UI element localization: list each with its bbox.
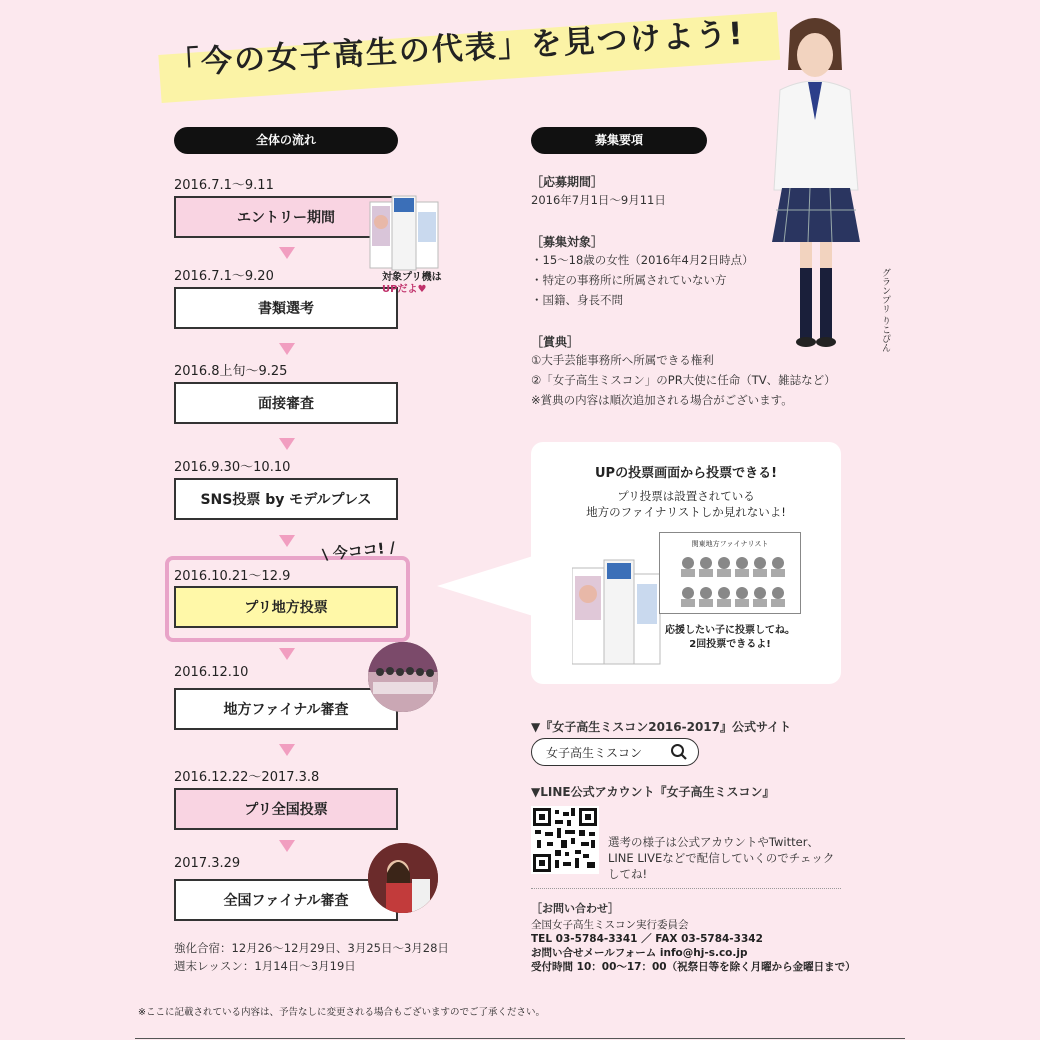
target-heading: ［募集対象］ bbox=[531, 235, 604, 249]
step-date: 2016.12.22〜2017.3.8 bbox=[174, 770, 320, 785]
step-date: 2016.9.30〜10.10 bbox=[174, 460, 291, 475]
line-desc-line: 選考の様子は公式アカウントやTwitter、 bbox=[608, 835, 819, 849]
prize-line: ①大手芸能事務所へ所属できる権利 bbox=[531, 353, 714, 367]
step-date: 2016.12.10 bbox=[174, 665, 249, 680]
qr-code[interactable] bbox=[531, 806, 599, 874]
requirements-pill: 募集要項 bbox=[531, 127, 707, 154]
line-desc-line: LINE LIVEなどで配信していくのでチェック bbox=[608, 851, 835, 865]
vote-note-line: 応援したい子に投票してね。 bbox=[665, 625, 795, 636]
arrow-down-icon bbox=[279, 247, 295, 259]
step-box-current: プリ地方投票 bbox=[174, 586, 398, 628]
period-text: 2016年7月1日〜9月11日 bbox=[531, 193, 666, 207]
speech-bubble-tail bbox=[437, 556, 533, 616]
step-date: 2017.3.29 bbox=[174, 856, 241, 871]
search-text: 女子高生ミスコン bbox=[546, 746, 643, 760]
step-box: 書類選考 bbox=[174, 287, 398, 329]
national-final-photo bbox=[368, 843, 438, 913]
contact-heading: ［お問い合わせ］ bbox=[531, 902, 619, 915]
current-step-callout: \ 今ココ! / bbox=[321, 538, 397, 564]
machine-caption-line: UPだよ♥ bbox=[382, 284, 427, 295]
camp-text: 強化合宿：12月26〜12月29日、3月25日〜3月28日 bbox=[174, 941, 449, 955]
divider bbox=[531, 888, 841, 889]
model-caption: グランプリ りこぴん bbox=[880, 268, 890, 352]
period-heading: ［応募期間］ bbox=[531, 175, 604, 189]
step-box: 面接審査 bbox=[174, 382, 398, 424]
purikura-machine-image bbox=[572, 558, 662, 668]
purikura-machine-image bbox=[368, 192, 440, 274]
arrow-down-icon bbox=[279, 648, 295, 660]
step-box: プリ全国投票 bbox=[174, 788, 398, 830]
line-description bbox=[608, 834, 834, 882]
step-date: 2016.7.1〜9.11 bbox=[174, 178, 274, 193]
target-line: ・国籍、身長不問 bbox=[531, 293, 623, 307]
step-date: 2016.7.1〜9.20 bbox=[174, 269, 274, 284]
contact-block bbox=[531, 918, 856, 974]
arrow-down-icon bbox=[279, 744, 295, 756]
prize-note: ※賞典の内容は順次追加される場合がございます。 bbox=[531, 393, 793, 407]
contact-mail: お問い合せメールフォーム info@hj-s.co.jp bbox=[531, 947, 748, 959]
line-account-label: ▼LINE公式アカウント『女子高生ミスコン』 bbox=[531, 785, 775, 799]
model-photo bbox=[760, 10, 870, 350]
vote-card-line: プリ投票は設置されている bbox=[617, 489, 755, 503]
lesson-text: 週末レッスン：1月14日〜3月19日 bbox=[174, 959, 356, 973]
contact-org: 全国女子高生ミスコン実行委員会 bbox=[531, 919, 689, 931]
line-desc-line: してね! bbox=[608, 867, 648, 881]
machine-caption-line: 対象プリ機は bbox=[382, 272, 442, 283]
target-line: ・特定の事務所に所属されていない方 bbox=[531, 273, 727, 287]
flow-pill: 全体の流れ bbox=[174, 127, 398, 154]
prize-line: ②「女子高生ミスコン」のPR大使に任命（TV、雑誌など） bbox=[531, 373, 836, 387]
search-icon[interactable] bbox=[670, 743, 688, 765]
arrow-down-icon bbox=[279, 438, 295, 450]
arrow-down-icon bbox=[279, 343, 295, 355]
step-date: 2016.8上旬〜9.25 bbox=[174, 364, 288, 379]
site-search-box[interactable] bbox=[531, 738, 699, 766]
vote-screen-image bbox=[659, 532, 801, 614]
vote-note-line: 2回投票できるよ! bbox=[689, 639, 771, 650]
prize-heading: ［賞典］ bbox=[531, 335, 580, 349]
vote-card-note bbox=[650, 624, 810, 652]
vote-screen-title: 関東地方ファイナリスト bbox=[691, 540, 769, 548]
bottom-divider bbox=[135, 1038, 905, 1039]
footer-note: ※ここに記載されている内容は、予告なしに変更される場合もございますのでご了承ください。 bbox=[138, 1007, 545, 1018]
target-line: ・15〜18歳の女性（2016年4月2日時点） bbox=[531, 253, 754, 267]
vote-card-title: UPの投票画面から投票できる! bbox=[594, 466, 777, 481]
contact-tel: TEL 03-5784-3341 ／ FAX 03-5784-3342 bbox=[531, 933, 763, 945]
step-date: 2016.10.21〜12.9 bbox=[174, 569, 291, 584]
page-title: 「今の女子高生の代表」を見つけよう! bbox=[167, 15, 746, 82]
contact-hours: 受付時間 10：00〜17：00（祝祭日等を除く月曜から金曜日まで） bbox=[531, 961, 856, 973]
step-box: 地方ファイナル審査 bbox=[174, 688, 398, 730]
machine-caption bbox=[382, 272, 442, 296]
vote-card-line: 地方のファイナリストしか見れないよ! bbox=[586, 505, 786, 519]
step-box: 全国ファイナル審査 bbox=[174, 879, 398, 921]
arrow-down-icon bbox=[279, 535, 295, 547]
regional-final-photo bbox=[368, 642, 438, 712]
step-box: SNS投票 by モデルプレス bbox=[174, 478, 398, 520]
official-site-label: ▼『女子高生ミスコン2016-2017』公式サイト bbox=[531, 720, 792, 734]
arrow-down-icon bbox=[279, 840, 295, 852]
step-box: エントリー期間 bbox=[174, 196, 398, 238]
